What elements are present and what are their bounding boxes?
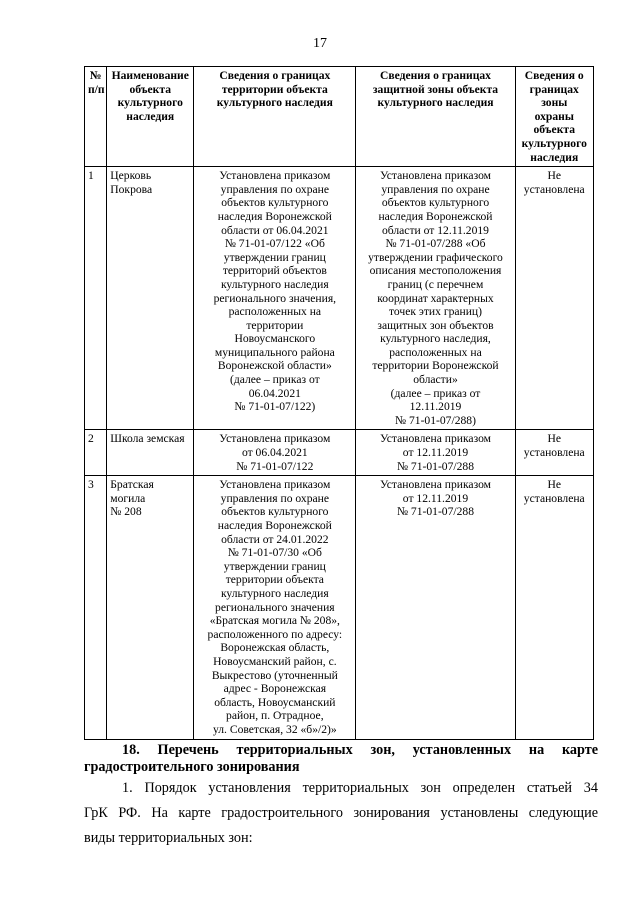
cell-line: Сведения о <box>524 69 584 82</box>
cell-line: территории объекта <box>225 573 324 587</box>
row-territory <box>194 476 356 739</box>
cell-line: адрес - Воронежская <box>223 682 327 696</box>
cell-line: п/п <box>88 82 105 96</box>
cell-line: защитных зон объектов <box>377 318 494 332</box>
cell-line: утверждении границ <box>223 559 326 573</box>
cell-line: Школа земская <box>110 432 185 446</box>
section-title-line: градостроительного зонирования <box>84 759 300 775</box>
cell-line: Наименование <box>111 69 189 82</box>
table-header-row <box>85 67 594 167</box>
heritage-table <box>84 66 594 740</box>
cell-line: от 12.11.2019 <box>402 491 469 505</box>
row-num: 1 <box>85 167 107 430</box>
paragraph-line: виды территориальных зон: <box>84 830 253 846</box>
row-zone <box>356 167 515 430</box>
table-row <box>85 167 594 430</box>
table-row <box>85 430 594 476</box>
cell-line: Покрова <box>110 182 153 196</box>
cell-line: Не <box>547 169 562 183</box>
cell-line: от 06.04.2021 <box>241 446 308 460</box>
row-guard <box>515 430 593 476</box>
cell-line: границ (с перечнем <box>387 277 484 291</box>
cell-line: Сведения о границах <box>219 69 331 82</box>
cell-line: Братская <box>110 478 154 492</box>
cell-line: культурного наследия <box>377 96 494 110</box>
cell-line: территорий объектов <box>222 264 327 278</box>
cell-line: установлена <box>523 182 585 196</box>
cell-line: расположенного по адресу: <box>207 627 343 641</box>
cell-line: «Братская могила № 208», <box>209 614 340 628</box>
paragraph-line: 1. Порядок установления территориальных зон определен статьей 34 <box>122 780 598 796</box>
cell-line: № 71-01-07/30 «Об <box>227 546 322 560</box>
cell-line: Не <box>547 432 562 446</box>
row-guard <box>515 167 593 430</box>
cell-line: Установлена приказом <box>219 478 331 492</box>
cell-line: 06.04.2021 <box>248 386 301 400</box>
cell-line: наследия Воронежской <box>378 209 493 223</box>
cell-line: управления по охране <box>381 182 490 196</box>
section-title-line: 18. Перечень территориальных зон, установленных на карте <box>122 742 598 758</box>
cell-line: границах <box>529 82 579 96</box>
row-num: 3 <box>85 476 107 739</box>
cell-line: область, Новоусманский <box>214 695 336 709</box>
cell-line: территории Воронежской <box>372 359 499 373</box>
cell-line: зоны <box>541 96 568 110</box>
cell-line: № 71-01-07/288 «Об <box>385 237 486 251</box>
row-guard <box>515 476 593 739</box>
row-zone <box>356 430 515 476</box>
cell-line: установлена <box>523 491 585 505</box>
header-territory <box>194 67 356 167</box>
cell-line: объектов культурного <box>221 505 329 519</box>
cell-line: наследия <box>530 150 579 164</box>
cell-line: области от 24.01.2022 <box>221 532 329 546</box>
cell-line: Установлена приказом <box>379 432 492 446</box>
row-num: 2 <box>85 430 107 476</box>
header-guard <box>515 67 593 167</box>
cell-line: наследия <box>126 109 175 123</box>
cell-line: культурного наследия <box>220 277 329 291</box>
header-num <box>85 67 107 167</box>
cell-line: установлена <box>523 446 585 460</box>
cell-line: культурного <box>521 136 587 150</box>
cell-line: территории объекта <box>221 82 328 96</box>
row-territory <box>194 167 356 430</box>
cell-line: области от 06.04.2021 <box>221 223 329 237</box>
cell-line: Церковь <box>110 169 152 183</box>
cell-line: расположенных на <box>389 345 482 359</box>
cell-line: объектов культурного <box>221 196 329 210</box>
header-name <box>107 67 194 167</box>
cell-line: культурного наследия <box>216 96 333 110</box>
cell-line: Воронежская область, <box>220 641 330 655</box>
cell-line: точек этих границ) <box>388 305 482 319</box>
paragraph <box>84 776 598 851</box>
section-title <box>84 742 598 776</box>
cell-line: охраны <box>534 109 574 123</box>
cell-line: Установлена приказом <box>379 169 492 183</box>
cell-line: Сведения о границах <box>379 69 491 82</box>
cell-line: могила <box>110 491 146 505</box>
cell-line: описания местоположения <box>369 264 502 278</box>
cell-line: район, п. Отрадное, <box>226 709 324 723</box>
cell-line: 12.11.2019 <box>409 400 462 414</box>
cell-line: наследия Воронежской <box>217 519 332 532</box>
cell-line: Выкрестово (уточненный <box>211 668 338 682</box>
cell-line: Воронежской области» <box>217 359 332 373</box>
cell-line: координат характерных <box>377 291 494 305</box>
cell-line: культурного наследия, <box>380 332 491 346</box>
cell-line: № <box>89 69 102 82</box>
cell-line: Установлена приказом <box>219 169 331 183</box>
cell-line: № 208 <box>110 505 142 519</box>
row-name <box>107 430 194 476</box>
cell-line: объекта <box>129 82 171 96</box>
cell-line: (далее – приказ от <box>229 373 320 387</box>
cell-line: культурного наследия <box>220 586 329 600</box>
cell-line: области от 12.11.2019 <box>381 223 489 237</box>
cell-line: № 71-01-07/122 «Об <box>224 237 325 251</box>
cell-line: Установлена приказом <box>219 432 331 446</box>
cell-line: (далее – приказ от <box>390 386 481 400</box>
cell-line: территории <box>246 318 304 332</box>
row-name <box>107 167 194 430</box>
cell-line: области» <box>413 373 458 387</box>
cell-line: объектов культурного <box>381 196 490 210</box>
cell-line: регионального значения <box>215 600 335 614</box>
cell-line: утверждении границ <box>223 250 326 264</box>
cell-line: объекта <box>533 123 576 137</box>
cell-line: № 71-01-07/122 <box>236 459 314 473</box>
table-row <box>85 476 594 739</box>
cell-line: № 71-01-07/288 <box>396 459 475 473</box>
cell-line: утверждении графического <box>368 250 503 264</box>
row-name <box>107 476 194 739</box>
cell-line: ул. Советская, 32 «б»/2)» <box>212 722 337 736</box>
cell-line: регионального значения, <box>213 291 337 305</box>
cell-line: Новоусманский район, с. <box>213 654 337 668</box>
cell-line: Установлена приказом <box>379 478 492 492</box>
row-zone <box>356 476 515 739</box>
cell-line: культурного <box>117 96 183 110</box>
cell-line: № 71-01-07/122) <box>234 400 316 414</box>
cell-line: наследия Воронежской <box>217 209 332 223</box>
cell-line: управления по охране <box>220 182 329 196</box>
cell-line: расположенных на <box>228 305 322 319</box>
cell-line: защитной зоны объекта <box>372 82 499 96</box>
cell-line: от 12.11.2019 <box>402 446 469 460</box>
cell-line: муниципального района <box>214 345 335 359</box>
header-zone <box>356 67 515 167</box>
cell-line: Не <box>547 478 562 492</box>
row-territory <box>194 430 356 476</box>
cell-line: № 71-01-07/288) <box>395 413 476 427</box>
cell-line: управления по охране <box>220 491 329 505</box>
cell-line: № 71-01-07/288 <box>396 505 475 519</box>
paragraph-line: ГрК РФ. На карте градостроительного зонирования установлены следующие <box>84 805 598 821</box>
page-number: 17 <box>313 36 327 51</box>
cell-line: Новоусманского <box>234 332 316 346</box>
